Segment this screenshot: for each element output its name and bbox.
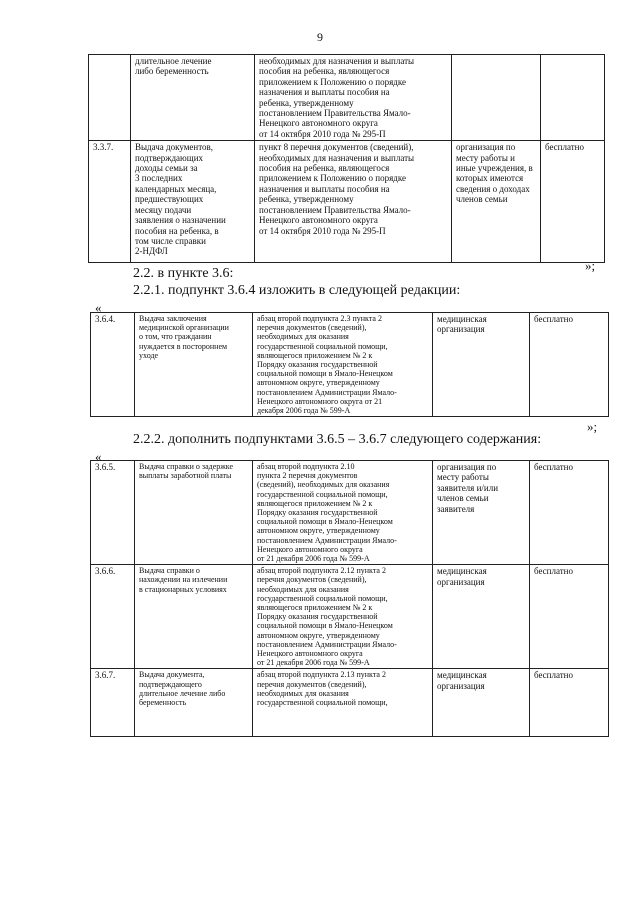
text-line: декабря 2006 года № 599-А — [257, 406, 351, 416]
document-name — [131, 55, 255, 141]
text-line: абзац второй подпункта 2.3 пункта 2 — [257, 314, 382, 323]
fee: бесплатно — [530, 313, 609, 417]
text-line: перечня документов (сведений), — [257, 323, 367, 333]
row-number: 3.6.7. — [91, 669, 135, 737]
text-line: постановлением Администрации Ямало- — [257, 387, 397, 397]
text-line: абзац второй подпункта 2.10 — [257, 462, 355, 471]
text-line: государственной социальной помощи, — [257, 593, 388, 603]
fee: бесплатно — [530, 565, 609, 669]
closing-quote-mark: »; — [585, 258, 596, 273]
text-line: перечня документов (сведений), — [257, 575, 367, 585]
text-line: медицинская — [437, 566, 487, 577]
issuing-organization — [433, 565, 530, 669]
table-row — [91, 669, 609, 737]
row-number — [89, 55, 131, 141]
issuing-organization — [433, 669, 530, 737]
document-name — [131, 141, 255, 263]
issuing-organization — [452, 141, 541, 263]
text-line: постановлением Администрации Ямало- — [257, 535, 397, 545]
text-line: постановлением Правительства Ямало- — [259, 204, 411, 215]
text-line: пособия на ребенка, в — [135, 225, 219, 236]
text-line: о том, что гражданин — [139, 332, 212, 342]
opening-quote-mark: « — [95, 300, 102, 315]
text-line: от 14 октября 2010 года № 295-П — [259, 225, 386, 236]
text-line: организация по — [456, 142, 516, 153]
document-name — [135, 669, 253, 737]
text-line: предшествующих — [135, 194, 204, 205]
table-row — [89, 55, 605, 141]
text-line: Ненецкого автономного округа от 21 — [257, 396, 383, 406]
legal-basis — [253, 461, 433, 565]
text-line: от 14 октября 2010 года № 295-П — [259, 128, 386, 139]
text-line: пункт 8 перечня документов (сведений), — [259, 142, 414, 153]
text-line: являющегося приложением № 2 к — [257, 603, 373, 613]
legal-basis — [253, 565, 433, 669]
text-line: социальной помощи в Ямало-Ненецком — [257, 621, 393, 631]
fee — [541, 55, 605, 141]
section-heading: 2.2.1. подпункт 3.6.4 изложить в следующей редакции: — [133, 283, 461, 298]
text-line: иные учреждения, в — [456, 163, 533, 174]
text-line: назначения и выплаты пособия на — [259, 183, 390, 194]
text-line: месту работы и — [456, 152, 515, 163]
legal-basis — [253, 669, 433, 737]
text-line: Ненецкого автономного округа — [257, 544, 363, 554]
text-line: Выдача документов, — [135, 142, 214, 153]
text-line: месту работы — [437, 472, 489, 483]
text-line: абзац второй подпункта 2.12 пункта 2 — [257, 566, 386, 576]
text-line: государственной социальной помощи, — [257, 341, 388, 351]
table-row — [91, 565, 609, 669]
legal-basis — [255, 55, 452, 141]
row-number: 3.3.7. — [89, 141, 131, 263]
text-line: ребенка, утвержденному — [259, 194, 354, 205]
text-line: являющегося приложением № 2 к — [257, 498, 373, 508]
text-line: являющегося приложением № 2 к — [257, 350, 373, 360]
text-line: организация — [437, 576, 485, 587]
text-line: Ненецкого автономного округа — [259, 215, 378, 226]
text-line: заявителя и/или — [437, 482, 499, 493]
text-line: Выдача документа, — [139, 670, 205, 680]
legal-basis — [253, 313, 433, 417]
fee: бесплатно — [541, 141, 605, 263]
text-line: необходимых для оказания — [257, 584, 349, 594]
text-line: от 21 декабря 2006 года № 599-А — [257, 554, 370, 564]
document-name — [135, 461, 253, 565]
text-line: приложением к Положению о порядке — [259, 76, 406, 87]
text-line: ребенка, утвержденному — [259, 97, 354, 108]
text-line: необходимых для назначения и выплаты — [259, 152, 415, 163]
text-line: пособия на ребенка, являющегося — [259, 163, 390, 174]
text-line: (сведений), необходимых для оказания — [257, 480, 390, 490]
text-line: Ненецкого автономного округа — [257, 649, 363, 659]
fee: бесплатно — [530, 669, 609, 737]
text-line: социальной помощи в Ямало-Ненецком — [257, 369, 393, 379]
text-line: беременность — [139, 698, 187, 708]
issuing-organization — [433, 461, 530, 565]
page-number: 9 — [317, 30, 323, 44]
text-line: в стационарных условиях — [139, 584, 227, 594]
text-line: длительное лечение — [135, 56, 212, 66]
text-line: медицинской организации — [139, 323, 229, 333]
text-line: том числе справки — [135, 235, 206, 246]
text-line: социальной помощи в Ямало-Ненецком — [257, 517, 393, 527]
text-line: медицинская — [437, 670, 487, 681]
text-line: либо беременность — [135, 66, 209, 77]
legal-basis — [255, 141, 452, 263]
text-line: приложением к Положению о порядке — [259, 173, 406, 184]
text-line: перечня документов (сведений), — [257, 679, 367, 689]
text-line: выплаты заработной платы — [139, 471, 232, 481]
text-line: календарных месяца, — [135, 183, 217, 194]
text-line: Порядку оказания государственной — [257, 360, 378, 370]
text-line: 3 последних — [135, 173, 183, 184]
text-line: назначения и выплаты пособия на — [259, 87, 390, 98]
text-line: подтверждающего — [139, 679, 202, 689]
document-name — [135, 313, 253, 417]
text-line: Выдача заключения — [139, 314, 207, 323]
text-line: Выдача справки о — [139, 566, 200, 576]
text-line: государственной социальной помощи, — [257, 489, 388, 499]
text-line: от 21 декабря 2006 года № 599-А — [257, 658, 370, 668]
table-row — [91, 313, 609, 417]
table-row — [91, 461, 609, 565]
text-line: абзац второй подпункта 2.13 пункта 2 — [257, 670, 386, 680]
text-line: автономном округе, утвержденному — [257, 630, 380, 640]
fee: бесплатно — [530, 461, 609, 565]
section-heading: 2.2.2. дополнить подпунктами 3.6.5 – 3.6.7 следующего содержания: — [133, 432, 542, 447]
text-line: заявления о назначении — [135, 215, 226, 226]
text-line: доходы семьи за — [135, 163, 198, 174]
text-line: автономном округе, утвержденному — [257, 526, 380, 536]
text-line: Выдача справки о задержке — [139, 462, 234, 471]
text-line: необходимых для оказания — [257, 688, 349, 698]
document-name — [135, 565, 253, 669]
text-line: заявителя — [437, 503, 475, 514]
text-line: Порядку оказания государственной — [257, 508, 378, 518]
section-heading: 2.2. в пункте 3.6: — [133, 266, 234, 281]
text-line: пункта 2 перечня документов — [257, 471, 358, 481]
text-line: месяцу подачи — [135, 204, 192, 215]
document-table-2 — [90, 312, 609, 417]
text-line: организация — [437, 680, 485, 691]
text-line: 2-НДФЛ — [135, 246, 168, 257]
issuing-organization — [452, 55, 541, 141]
text-line: нуждается в постороннем — [139, 341, 228, 351]
text-line: организация — [437, 324, 485, 335]
text-line: подтверждающих — [135, 152, 204, 163]
text-line: сведения о доходах — [456, 183, 530, 194]
table-row — [89, 141, 605, 263]
text-line: пособия на ребенка, являющегося — [259, 66, 390, 77]
row-number: 3.6.5. — [91, 461, 135, 565]
document-table-1 — [88, 54, 605, 263]
closing-quote-mark: »; — [587, 419, 598, 434]
text-line: Ненецкого автономного округа — [259, 118, 378, 129]
text-line: постановлением Правительства Ямало- — [259, 108, 411, 119]
text-line: членов семьи — [456, 194, 508, 205]
opening-quote-mark: « — [95, 449, 102, 464]
text-line: нахождении на излечении — [139, 575, 228, 585]
text-line: организация по — [437, 462, 497, 472]
text-line: постановлением Администрации Ямало- — [257, 639, 397, 649]
text-line: необходимых для назначения и выплаты — [259, 56, 415, 66]
text-line: длительное лечение либо — [139, 688, 226, 698]
row-number: 3.6.4. — [91, 313, 135, 417]
row-number: 3.6.6. — [91, 565, 135, 669]
text-line: Порядку оказания государственной — [257, 612, 378, 622]
text-line: государственной социальной помощи, — [257, 698, 388, 708]
text-line: уходе — [139, 350, 159, 360]
document-table-3 — [90, 460, 609, 737]
text-line: автономном округе, утвержденному — [257, 378, 380, 388]
text-line: которых имеются — [456, 173, 524, 184]
text-line: членов семьи — [437, 493, 489, 504]
text-line: необходимых для оказания — [257, 332, 349, 342]
text-line: медицинская — [437, 314, 487, 324]
issuing-organization — [433, 313, 530, 417]
